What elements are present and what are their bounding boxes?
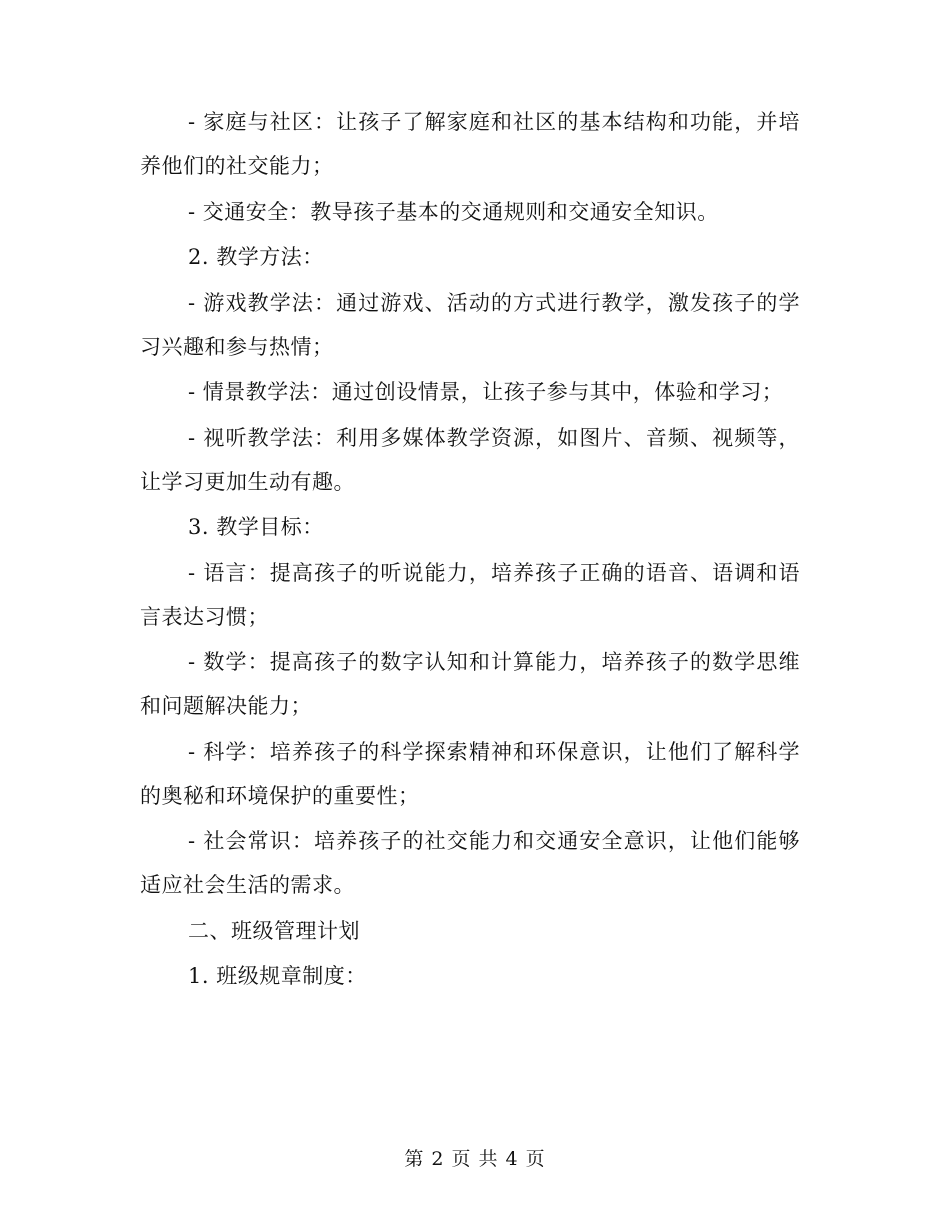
- paragraph-audiovisual-method: - 视听教学法：利用多媒体教学资源，如图片、音频、视频等，让学习更加生动有趣。: [140, 425, 800, 494]
- heading-class-management: 二、班级管理计划: [188, 918, 360, 943]
- paragraph-language-goal: - 语言：提高孩子的听说能力，培养孩子正确的语音、语调和语言表达习惯；: [140, 560, 800, 629]
- paragraph-traffic-safety: - 交通安全：教导孩子基本的交通规则和交通安全知识。: [188, 199, 719, 224]
- heading-class-rules: 1. 班级规章制度：: [188, 964, 367, 988]
- heading-teaching-methods: 2. 教学方法：: [188, 245, 324, 269]
- heading-teaching-goals: 3. 教学目标：: [188, 515, 324, 539]
- page-footer: [0, 1145, 950, 1173]
- document-body: [140, 100, 800, 1000]
- paragraph-social-goal: - 社会常识：培养孩子的社交能力和交通安全意识，让他们能够适应社会生活的需求。: [140, 829, 800, 897]
- paragraph-family-community: - 家庭与社区：让孩子了解家庭和社区的基本结构和功能，并培养他们的社交能力；: [140, 110, 800, 178]
- page-number-label: 第 2 页 共 4 页: [404, 1148, 546, 1170]
- paragraph-scenario-method: - 情景教学法：通过创设情景，让孩子参与其中，体验和学习；: [188, 380, 784, 404]
- paragraph-science-goal: - 科学：培养孩子的科学探索精神和环保意识，让他们了解科学的奥秘和环境保护的重要性；: [140, 739, 800, 808]
- paragraph-math-goal: - 数学：提高孩子的数字认知和计算能力，培养孩子的数学思维和问题解决能力；: [140, 650, 800, 718]
- paragraph-game-method: - 游戏教学法：通过游戏、活动的方式进行教学，激发孩子的学习兴趣和参与热情；: [140, 290, 800, 359]
